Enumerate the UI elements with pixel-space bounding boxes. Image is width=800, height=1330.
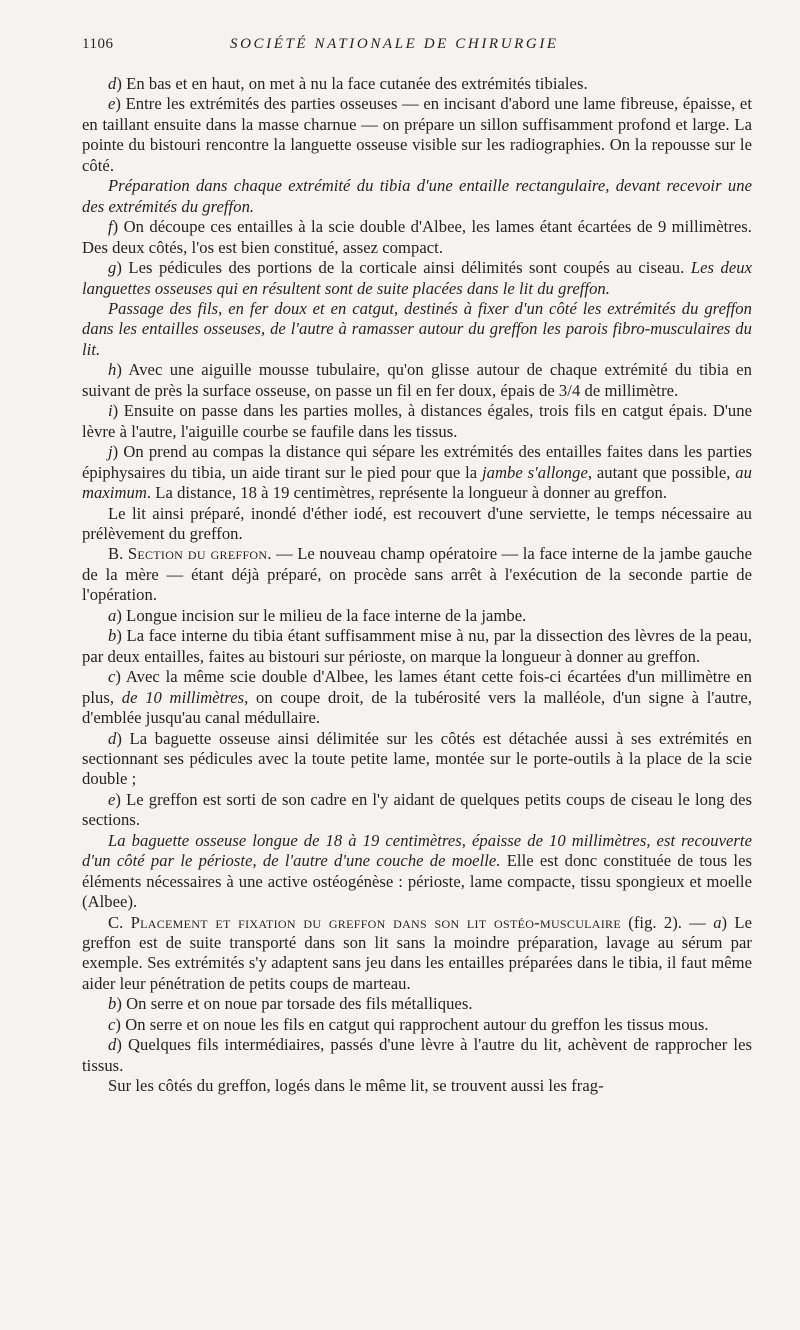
text-run: . La distance, 18 à 19 centimètres, représente la longueur à donner au greffon. <box>146 483 668 503</box>
text-run: ) Avec la même scie double d'Albee, les lames étant cette fois-ci écartées d'un millimètre en plus, <box>82 667 752 707</box>
enumeration-letter: e <box>108 94 116 114</box>
text-run: Les deux languettes osseuses qui en résultent sont de suite placées dans le lit du greffon. <box>82 258 752 298</box>
paragraph <box>82 176 752 217</box>
paragraph <box>82 831 752 913</box>
text-run: jambe s'allonge <box>482 462 588 482</box>
enumeration-letter: b <box>108 626 117 646</box>
paragraph <box>82 1015 752 1035</box>
text-run: ) On serre et on noue par torsade des fils métalliques. <box>116 994 473 1014</box>
text-run: ) En bas et en haut, on met à nu la face cutanée des extrémités tibiales. <box>116 74 588 93</box>
enumeration-letter: d <box>108 1035 117 1055</box>
text-run: , on coupe droit, de la tubérosité vers la malléole, d'un signe à l'autre, d'emblée jusqu'au canal médullaire. <box>82 687 753 728</box>
text-run: La baguette osseuse longue de 18 à 19 centimètres, épaisse de 10 millimètres, est recouverte d'un côté par le périoste, de l'autre d'une couche de moelle. <box>82 830 752 871</box>
text-run: de 10 millimètres <box>121 687 245 707</box>
enumeration-letter: a <box>713 912 722 932</box>
paragraph <box>82 1035 752 1076</box>
enumeration-letter: i <box>108 401 113 421</box>
text-run: ) Entre les extrémités des parties osseuses — en incisant d'abord une lame fibreuse, épaisse, et en taillant ensuite dans la masse charnue — on prépare un sillon suffisamment profond et large. La pointe du bistouri rencontre la languette osseuse visible sur les radiographies. On la repousse sur le côté. <box>82 94 752 175</box>
text-run: Préparation dans chaque extrémité du tibia d'une entaille rectangulaire, devant recevoir une des extrémités du greffon. <box>82 176 752 216</box>
section-heading: Placement et fixation du greffon dans son lit ostéo-musculaire <box>130 912 621 932</box>
article-body <box>82 74 752 1097</box>
enumeration-letter: c <box>108 667 116 687</box>
enumeration-letter: f <box>108 217 113 237</box>
text-run: . — Le nouveau champ opératoire — la face interne de la jambe gauche de la mère — étant déjà préparé, on procède sans arrêt à l'exécution de la seconde partie de l'opération. <box>82 544 753 605</box>
text-run: (fig. 2). — <box>621 912 714 932</box>
enumeration-letter: c <box>108 1014 116 1034</box>
text-run: ) Ensuite on passe dans les parties molles, à distances égales, trois fils en catgut épais. D'une lèvre à l'autre, l'aiguille courbe se faufile dans les tissus. <box>82 401 752 441</box>
journal-title: SOCIÉTÉ NATIONALE DE CHIRURGIE <box>230 36 559 52</box>
paragraph <box>82 729 752 790</box>
enumeration-letter: a <box>108 605 117 625</box>
text-run: Passage des fils, en fer doux et en catgut, destinés à fixer d'un côté les extrémités du greffon dans les entailles osseuses, de l'autre à ramasser autour du greffon les parois fibro-musculaires du lit. <box>82 298 752 359</box>
paragraph <box>82 913 752 995</box>
paragraph <box>82 74 752 94</box>
paragraph <box>82 1076 752 1096</box>
page-number: 1106 <box>82 36 114 52</box>
paragraph <box>82 606 752 626</box>
enumeration-letter: j <box>108 442 113 462</box>
text-run: ) On serre et on noue les fils en catgut qui rapprochent autour du greffon les tissus mous. <box>115 1014 709 1034</box>
text-run: ) Le greffon est de suite transporté dans son lit sans la moindre préparation, lavage au sérum par exemple. Ses extrémités s'y adaptent sans jeu dans les entailles préparées dans le tibia, il faut même aider leur pénétration de petits coups de marteau. <box>82 912 752 993</box>
enumeration-letter: h <box>108 360 117 380</box>
text-run: ) Quelques fils intermédiaires, passés d'une lèvre à l'autre du lit, achèvent de rapprocher les tissus. <box>82 1035 752 1075</box>
paragraph <box>82 504 752 545</box>
paragraph <box>82 994 752 1014</box>
text-run: ) Le greffon est sorti de son cadre en l'y aidant de quelques petits coups de ciseau le long des sections. <box>82 789 752 830</box>
paragraph <box>82 442 752 503</box>
section-heading: Section du greffon <box>127 544 268 564</box>
paragraph <box>82 94 752 176</box>
text-run: C. <box>108 912 131 932</box>
paragraph <box>82 299 752 360</box>
paragraph <box>82 401 752 442</box>
text-run: B. <box>108 544 128 564</box>
running-header <box>82 34 752 60</box>
text-run: Elle est donc constituée de tous les éléments nécessaires à une active ostéogénèse : périoste, lame compacte, tissu spongieux et moelle (Albee). <box>82 851 752 912</box>
paragraph <box>82 667 752 728</box>
enumeration-letter: e <box>108 789 116 809</box>
text-run: ) La baguette osseuse ainsi délimitée sur les côtés est détachée aussi à ses extrémités en sectionnant ses pédicules avec la toute petite lame, montée sur le porte-outils à la place de la scie double ; <box>82 728 752 789</box>
text-run: au maximum <box>82 462 752 503</box>
paragraph <box>82 790 752 831</box>
paragraph <box>82 360 752 401</box>
enumeration-letter: d <box>108 728 117 748</box>
text-run: ) Les pédicules des portions de la corticale ainsi délimités sont coupés au ciseau. <box>116 258 691 278</box>
paragraph <box>82 544 752 605</box>
text-run: ) Longue incision sur le milieu de la face interne de la jambe. <box>116 605 527 625</box>
paragraph <box>82 258 752 299</box>
enumeration-letter: g <box>108 258 117 278</box>
text-run: ) Avec une aiguille mousse tubulaire, qu'on glisse autour de chaque extrémité du tibia en suivant de près la surface osseuse, on passe un fil en fer doux, épais de 3/4 de millimètre. <box>82 360 752 400</box>
paragraph <box>82 217 752 258</box>
paragraph <box>82 626 752 667</box>
text-run: ) On prend au compas la distance qui sépare les extrémités des entailles faites dans les parties épiphysaires du tibia, un aide tirant sur le pied pour que la <box>82 442 752 482</box>
enumeration-letter: b <box>108 994 117 1014</box>
text-run: ) La face interne du tibia étant suffisamment mise à nu, par la dissection des lèvres de la peau, par deux entailles, faites au bistouri sur périoste, on marque la longueur à donner au greffon. <box>82 626 752 666</box>
text-run: Sur les côtés du greffon, logés dans le même lit, se trouvent aussi les frag- <box>108 1076 604 1096</box>
enumeration-letter: d <box>108 74 117 93</box>
text-run: ) On découpe ces entailles à la scie double d'Albee, les lames étant écartées de 9 millimètres. Des deux côtés, l'os est bien constitué, assez compact. <box>82 217 752 257</box>
text-run: Le lit ainsi préparé, inondé d'éther iodé, est recouvert d'une serviette, le temps nécessaire au prélèvement du greffon. <box>82 503 752 543</box>
text-run: , autant que possible, <box>587 462 736 482</box>
